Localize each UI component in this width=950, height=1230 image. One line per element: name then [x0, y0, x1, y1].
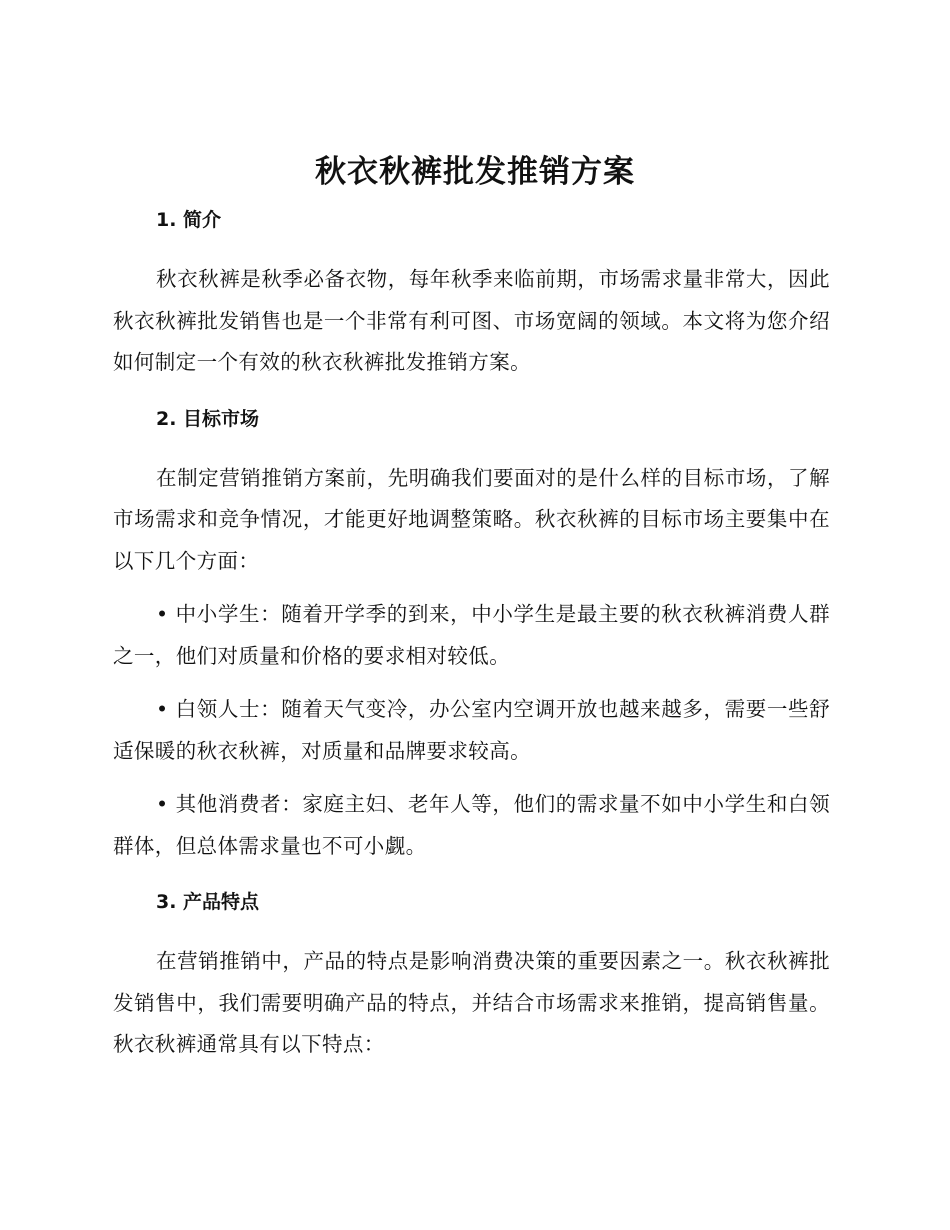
bullet-item-white-collar: • 白领人士：随着天气变冷，办公室内空调开放也越来越多，需要一些舒适保暖的秋衣秋裤，对质量和品牌要求较高。 [113, 697, 830, 763]
paragraph: 在营销推销中，产品的特点是影响消费决策的重要因素之一。秋衣秋裤批发销售中，我们需要明确产品的特点，并结合市场需求来推销，提高销售量。秋衣秋裤通常具有以下特点： [113, 949, 830, 1056]
section-heading: 1. 简介 [156, 209, 222, 231]
paragraph: 在制定营销推销方案前，先明确我们要面对的是什么样的目标市场，了解市场需求和竞争情况，才能更好地调整策略。秋衣秋裤的目标市场主要集中在以下几个方面： [113, 465, 830, 573]
section-target-market [113, 404, 830, 868]
section-product-features [113, 887, 830, 1066]
bullet-item-students: • 中小学生：随着开学季的到来，中小学生是最主要的秋衣秋裤消费人群之一，他们对质量和价格的要求相对较低。 [113, 602, 830, 668]
bullet-item-other-consumers: • 其他消费者：家庭主妇、老年人等，他们的需求量不如中小学生和白领群体，但总体需求量也不可小觑。 [113, 792, 830, 858]
document-title: 秋衣秋裤批发推销方案 [315, 154, 635, 190]
document-body [113, 205, 830, 1066]
section-heading: 2. 目标市场 [156, 407, 260, 430]
paragraph: 秋衣秋裤是秋季必备衣物，每年秋季来临前期，市场需求量非常大，因此秋衣秋裤批发销售也是一个非常有利可图、市场宽阔的领域。本文将为您介绍如何制定一个有效的秋衣秋裤批发推销方案。 [113, 267, 830, 374]
section-heading: 3. 产品特点 [156, 891, 260, 913]
section-intro [113, 205, 830, 384]
